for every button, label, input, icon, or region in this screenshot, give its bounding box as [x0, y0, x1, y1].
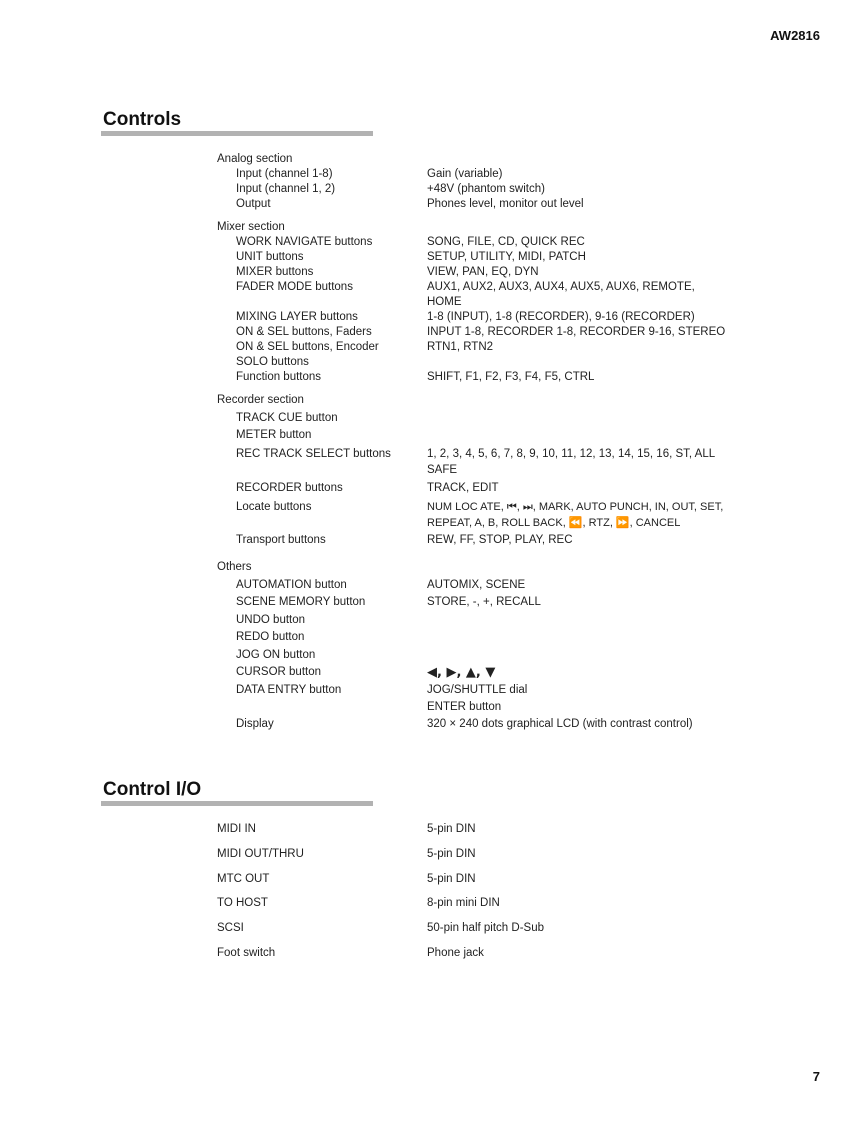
spec-row [217, 167, 817, 182]
spec-label: UNDO button [236, 614, 306, 626]
spec-group-recorder [217, 393, 817, 548]
control-io-title-rule [101, 801, 373, 806]
spec-label: Display [236, 718, 274, 730]
spec-value: REW, FF, STOP, PLAY, REC [427, 534, 573, 546]
spec-value: 320 × 240 dots graphical LCD (with contrast control) [427, 718, 693, 730]
spec-row [217, 946, 727, 971]
spec-row [217, 630, 817, 648]
page-number: 7 [812, 1069, 820, 1084]
spec-row [217, 310, 817, 325]
spec-label: DATA ENTRY button [236, 684, 342, 696]
spec-value: AUX1, AUX2, AUX3, AUX4, AUX5, AUX6, REMOTE, HOME [427, 281, 695, 308]
group-title: Others [217, 561, 252, 573]
spec-value: Phones level, monitor out level [427, 198, 584, 210]
spec-row [217, 197, 817, 212]
spec-label: REDO button [236, 631, 305, 643]
spec-row [217, 921, 727, 946]
spec-row [217, 265, 817, 280]
controls-spec-list [217, 152, 817, 740]
spec-value: 5-pin DIN [427, 823, 476, 835]
spec-row [217, 370, 817, 385]
spec-value: VIEW, PAN, EQ, DYN [427, 266, 539, 278]
spec-label: TO HOST [217, 897, 268, 910]
controls-title-rule [101, 131, 373, 136]
spec-group-analog [217, 152, 817, 212]
spec-row [217, 340, 817, 355]
spec-value [427, 411, 727, 428]
spec-label: Output [236, 198, 271, 210]
group-title: Mixer section [217, 221, 285, 233]
spec-value [427, 648, 727, 665]
spec-row [217, 446, 817, 478]
spec-group-mixer [217, 220, 817, 385]
spec-label: AUTOMATION button [236, 579, 347, 591]
spec-row [217, 822, 727, 847]
spec-row [217, 481, 817, 499]
spec-row [217, 411, 817, 428]
spec-row [217, 595, 817, 613]
spec-row [217, 499, 817, 531]
spec-label: Transport buttons [236, 534, 326, 546]
spec-value: JOG/SHUTTLE dial [427, 684, 528, 696]
spec-label: MIDI IN [217, 823, 256, 835]
spec-row [217, 665, 817, 683]
spec-value: AUTOMIX, SCENE [427, 579, 526, 591]
spec-value: 8-pin mini DIN [427, 897, 500, 910]
spec-row [217, 355, 817, 370]
spec-value: ENTER button [427, 701, 502, 713]
control-io-title: Control I/O [103, 779, 202, 800]
spec-value: NUM LOC ATE, ⏮, ⏭, MARK, AUTO PUNCH, IN, OUT, SET, REPEAT, A, B, ROLL BACK, ⏪, RTZ, ⏩, CANCEL [427, 501, 724, 529]
group-title: Recorder section [217, 394, 304, 406]
spec-value [427, 630, 727, 648]
spec-label: WORK NAVIGATE buttons [236, 236, 373, 248]
control-io-spec-list [217, 822, 727, 971]
spec-value [427, 428, 727, 446]
spec-value: Phone jack [427, 946, 484, 959]
spec-value: 5-pin DIN [427, 872, 476, 885]
spec-label: RECORDER buttons [236, 482, 343, 494]
spec-row [217, 648, 817, 665]
spec-value [427, 355, 727, 370]
spec-label: CURSOR button [236, 666, 322, 678]
spec-label: REC TRACK SELECT buttons [236, 448, 391, 460]
spec-label: SOLO buttons [236, 356, 309, 368]
spec-row [217, 235, 817, 250]
spec-row [217, 428, 817, 446]
spec-value: SONG, FILE, CD, QUICK REC [427, 236, 585, 248]
spec-label: MIXING LAYER buttons [236, 311, 358, 323]
spec-row [217, 578, 817, 595]
spec-row [217, 700, 817, 717]
spec-value: Gain (variable) [427, 168, 503, 180]
spec-label: MIXER buttons [236, 266, 314, 278]
cursor-arrows-icon: ◀, ▶, ▲, ▼ [427, 665, 496, 680]
spec-row [217, 250, 817, 265]
spec-value: RTN1, RTN2 [427, 341, 494, 353]
spec-label: JOG ON button [236, 649, 316, 661]
spec-label: Input (channel 1-8) [236, 168, 333, 180]
spec-value: +48V (phantom switch) [427, 183, 545, 195]
model-name: AW2816 [770, 28, 820, 43]
spec-row [217, 847, 727, 872]
group-title: Analog section [217, 153, 293, 165]
spec-label: ON & SEL buttons, Encoder [236, 341, 379, 353]
spec-label: FADER MODE buttons [236, 281, 353, 293]
spec-row [217, 280, 817, 310]
spec-label: SCENE MEMORY button [236, 596, 366, 608]
spec-value: 1-8 (INPUT), 1-8 (RECORDER), 9-16 (RECORDER) [427, 311, 695, 323]
spec-label [217, 700, 427, 717]
spec-label: MIDI OUT/THRU [217, 847, 304, 860]
spec-value: SETUP, UTILITY, MIDI, PATCH [427, 251, 586, 263]
spec-label: Locate buttons [236, 501, 312, 513]
spec-group-others [217, 560, 817, 732]
spec-value: 5-pin DIN [427, 847, 476, 860]
spec-label: ON & SEL buttons, Faders [236, 326, 372, 338]
spec-value: 1, 2, 3, 4, 5, 6, 7, 8, 9, 10, 11, 12, 13, 14, 15, 16, ST, ALL SAFE [427, 448, 715, 476]
spec-label: SCSI [217, 922, 244, 935]
spec-value: STORE, -, +, RECALL [427, 596, 541, 608]
spec-value: 50-pin half pitch D-Sub [427, 922, 544, 935]
spec-row [217, 896, 727, 921]
spec-value: TRACK, EDIT [427, 482, 499, 494]
spec-row [217, 613, 817, 630]
controls-title: Controls [103, 109, 182, 130]
spec-label: METER button [236, 429, 312, 441]
spec-label: MTC OUT [217, 872, 270, 885]
spec-label: UNIT buttons [236, 251, 304, 263]
spec-label: Input (channel 1, 2) [236, 183, 336, 195]
spec-label: TRACK CUE button [236, 412, 338, 424]
spec-row [217, 182, 817, 197]
spec-label: Function buttons [236, 371, 322, 383]
spec-row [217, 533, 817, 548]
spec-value: INPUT 1-8, RECORDER 1-8, RECORDER 9-16, STEREO [427, 326, 726, 338]
spec-row [217, 872, 727, 897]
spec-row [217, 717, 817, 732]
spec-row [217, 683, 817, 700]
spec-row [217, 325, 817, 340]
spec-value: SHIFT, F1, F2, F3, F4, F5, CTRL [427, 371, 595, 383]
spec-value [427, 613, 727, 630]
spec-label: Foot switch [217, 946, 276, 959]
